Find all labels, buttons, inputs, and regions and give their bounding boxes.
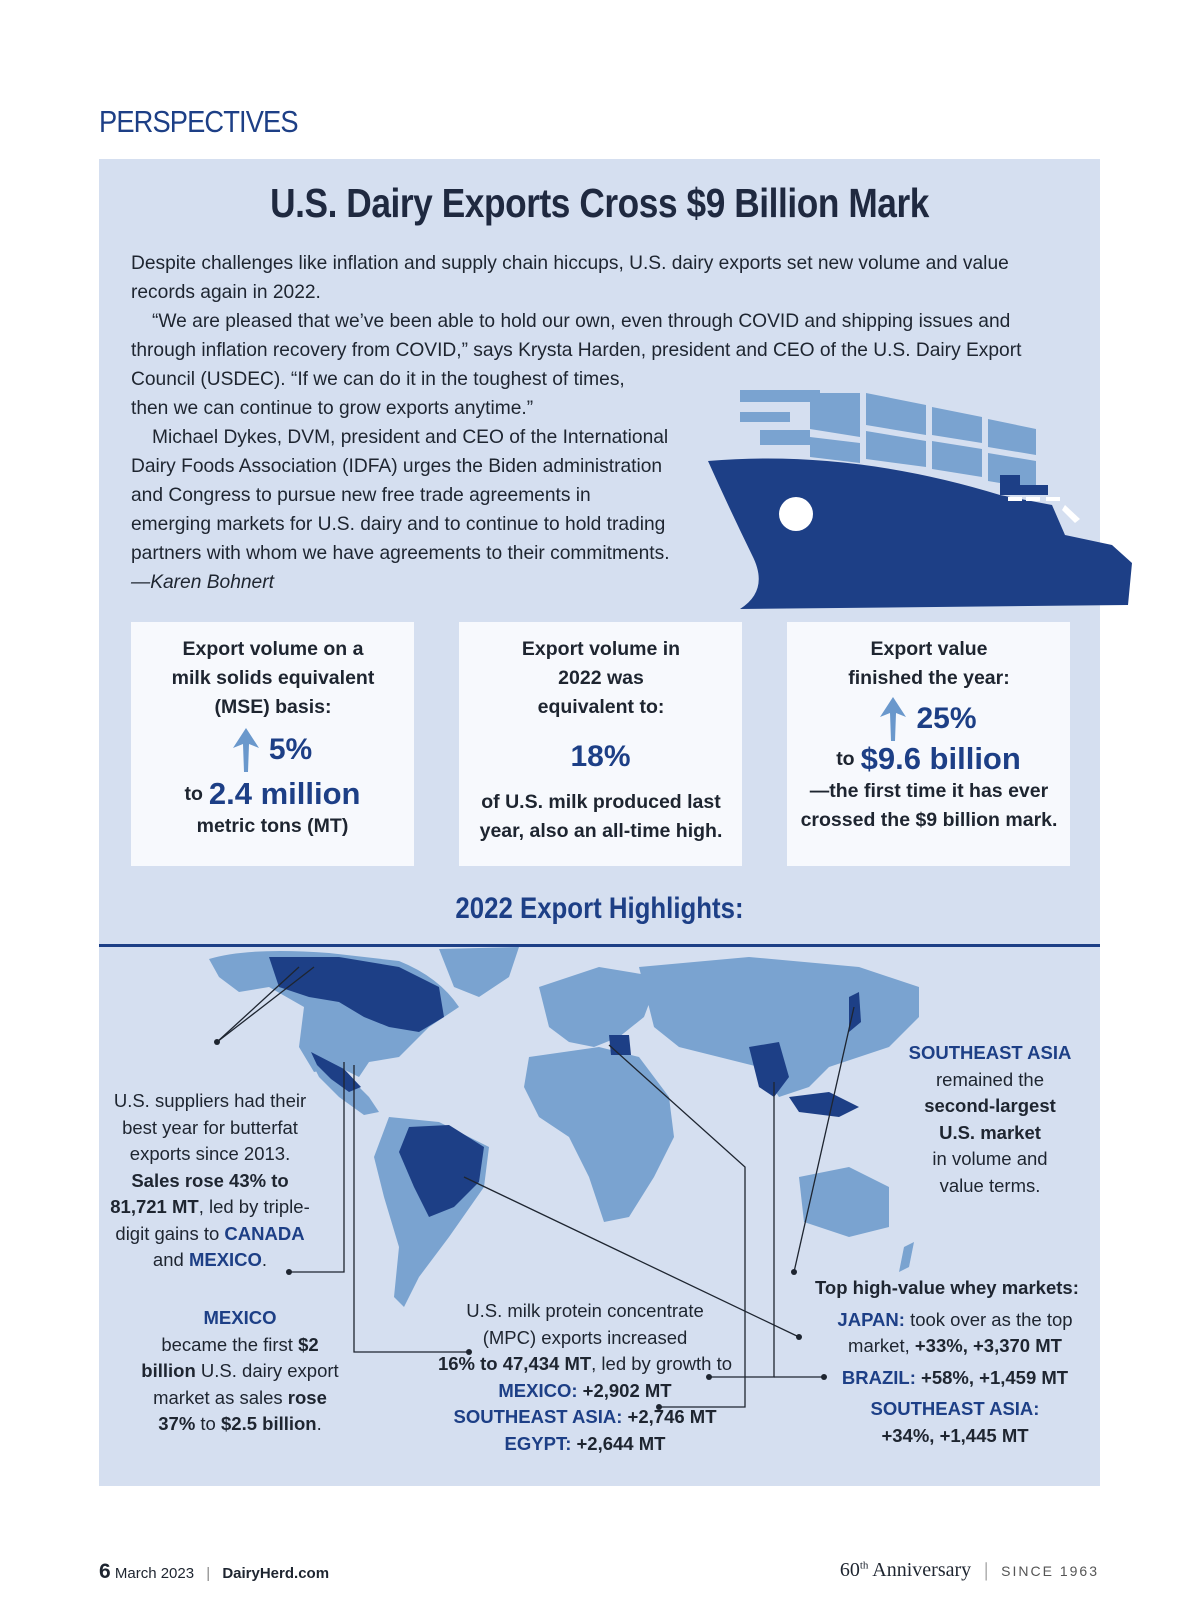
stat-label: Export volume in 2022 was equivalent to: (521, 638, 681, 718)
note-whey-markets: Top high-value whey markets: JAPAN: took over as the top market, +33%, +3,370 MT BRAZIL: +58%, +1,459 MT SOUTHEAST ASIA: +34%, +1,445 MT (815, 1277, 1079, 1446)
stat-unit: metric tons (MT) (196, 815, 349, 837)
note-mpc: U.S. milk protein concentrate (MPC) exports increased 16% to 47,434 MT, led by growth to MEXICO: +2,902 MT SOUTHEAST ASIA: +2,746 MT EGYPT: +2,644 MT (437, 1300, 733, 1454)
note-southeast-asia: SOUTHEAST ASIA remained the second-largest U.S. market in volume and value terms. (908, 1042, 1072, 1196)
intro-paragraph-2: “We are pleased that we’ve been able to hold our own, even through COVID and shipping issues and through inflation recovery from COVID,” says Krysta Harden, president and CEO of the U.S. Dairy Export Council (USDEC). “If we can do it in the toughest of times, (131, 311, 1022, 390)
note-butterfat: U.S. suppliers had their best year for butterfat exports since 2013. Sales rose 43% to 81,721 MT, led by triple-digit gains to CANADA and MEXICO. (110, 1090, 310, 1270)
stat-to: to (184, 782, 203, 805)
arrow-up-icon (880, 697, 906, 741)
article-title: U.S. Dairy Exports Cross $9 Billion Mark (270, 180, 929, 226)
stat-box-mse-volume (131, 622, 414, 866)
stat-box-milk-share (459, 622, 742, 866)
note-mexico: MEXICO became the first $2 billion U.S. dairy export market as sales rose 37% to $2.5 billion. (141, 1307, 339, 1434)
site-link[interactable]: DairyHerd.com (222, 1565, 330, 1582)
stat-description: —the first time it has ever crossed the $9 billion mark. (800, 780, 1058, 831)
arrow-up-icon (233, 728, 259, 772)
issue-date: March 2023 (114, 1565, 195, 1582)
author-byline: —Karen Bohnert (131, 572, 274, 593)
stat-percent: 18% (570, 740, 631, 773)
footer-right: 60th Anniversary | SINCE 1963 (839, 1559, 1099, 1581)
intro-paragraph-1: Despite challenges like inflation and supply chain hiccups, U.S. dairy exports set new volume and value records again in 2022. (131, 253, 1009, 303)
stat-label: Export value finished the year: (848, 638, 1010, 689)
intro-paragraph-2-end: then we can continue to grow exports anytime.” (131, 398, 534, 419)
stat-value: $9.6 billion (860, 741, 1021, 776)
intro-paragraph-3: Michael Dykes, DVM, president and CEO of the International Dairy Foods Association (IDFA) urges the Biden administration and Congress to pursue new free trade agreements in emerging markets for U.S. dairy and to continue to hold trading partners with whom we have agreements to their commitments. —Karen Bohnert (131, 427, 670, 593)
section-label: PERSPECTIVES (99, 104, 298, 139)
stat-description: of U.S. milk produced last year, also an all-time high. (479, 791, 723, 842)
stat-value: 2.4 million (208, 776, 361, 811)
footer-left: 6 March 2023 | DairyHerd.com (99, 1560, 330, 1583)
stat-label: Export volume on a milk solids equivalent (MSE) basis: (171, 638, 375, 718)
stat-box-export-value (787, 622, 1070, 866)
highlights-title: 2022 Export Highlights: (455, 892, 744, 925)
stat-to: to (836, 747, 855, 770)
cargo-ship-illustration (700, 385, 1150, 625)
stat-percent: 5% (268, 733, 313, 766)
stat-percent: 25% (916, 702, 977, 735)
page-number: 6 (99, 1560, 111, 1583)
